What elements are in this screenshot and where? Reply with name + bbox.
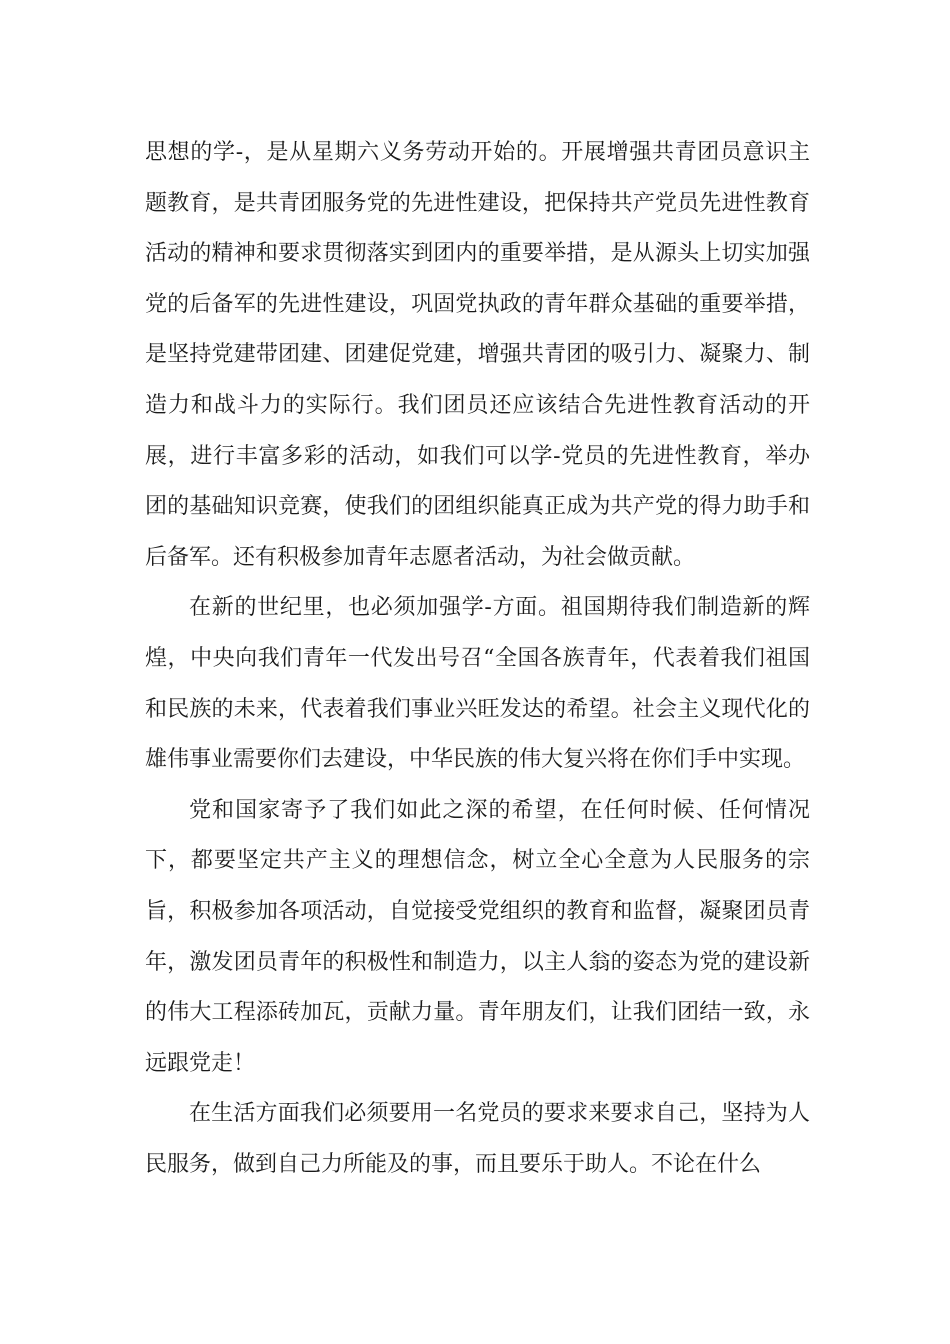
document-body — [145, 128, 810, 1190]
paragraph-2: 在新的世纪里，也必须加强学-方面。祖国期待我们制造新的辉煌，中央向我们青年一代发出号召“全国各族青年，代表着我们祖国和民族的未来，代表着我们事业兴旺发达的希望。社会主义现代化的雄伟事业需要你们去建设，中华民族的伟大复兴将在你们手中实现。 — [145, 595, 810, 773]
paragraph-4: 在生活方面我们必须要用一名党员的要求来要求自己，坚持为人民服务，做到自己力所能及的事，而且要乐于助人。不论在什么 — [145, 1101, 810, 1177]
paragraph-1: 思想的学-，是从星期六义务劳动开始的。开展增强共青团员意识主题教育，是共青团服务党的先进性建设，把保持共产党员先进性教育活动的精神和要求贯彻落实到团内的重要举措，是从源头上切实加强党的后备军的先进性建设，巩固党执政的青年群众基础的重要举措，是坚持党建带团建、团建促党建，增强共青团的吸引力、凝聚力、制造力和战斗力的实际行。我们团员还应该结合先进性教育活动的开展，进行丰富多彩的活动，如我们可以学-党员的先进性教育，举办团的基础知识竞赛，使我们的团组织能真正成为共产党的得力助手和后备军。还有积极参加青年志愿者活动，为社会做贡献。 — [145, 140, 810, 570]
paragraph-3: 党和国家寄予了我们如此之深的希望，在任何时候、任何情况下，都要坚定共产主义的理想信念，树立全心全意为人民服务的宗旨，积极参加各项活动，自觉接受党组织的教育和监督，凝聚团员青年，激发团员青年的积极性和制造力，以主人翁的姿态为党的建设新的伟大工程添砖加瓦，贡献力量。青年朋友们，让我们团结一致，永远跟党走！ — [145, 797, 810, 1076]
